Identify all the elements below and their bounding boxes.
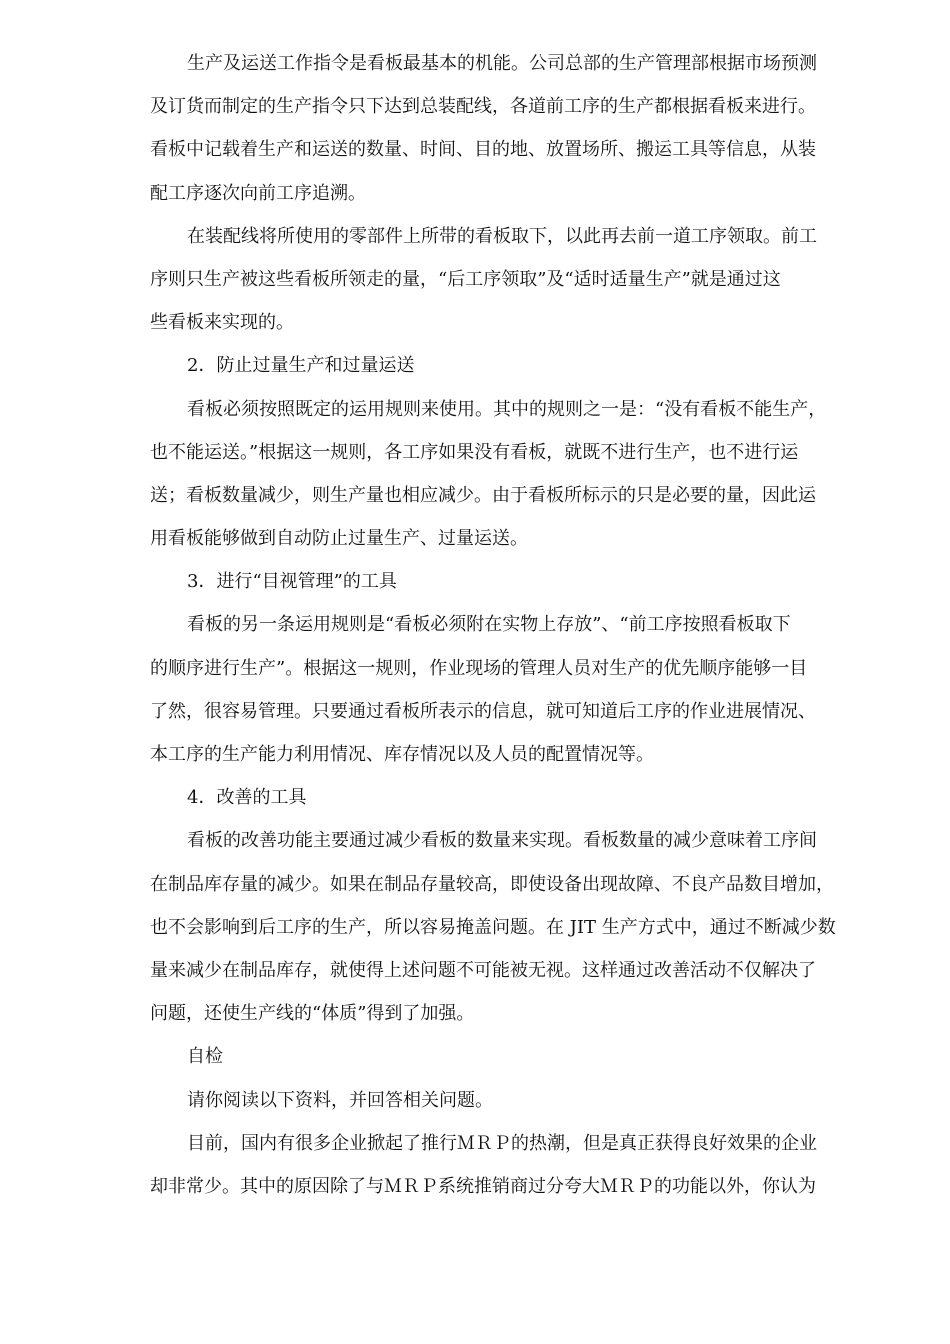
paragraph-line: 请你阅读以下资料，并回答相关问题。 [187,1089,493,1111]
paragraph-line: 送；看板数量减少，则生产量也相应减少。由于看板所标示的只是必要的量，因此运 [150,484,816,506]
paragraph-line: 在装配线将所使用的零部件上所带的看板取下，以此再去前一道工序领取。前工 [187,225,817,247]
paragraph-line: 了然，很容易管理。只要通过看板所表示的信息，就可知道后工序的作业进展情况、 [150,700,816,722]
paragraph-line: 量来减少在制品库存，就使得上述问题不可能被无视。这样通过改善活动不仅解决了 [150,959,816,981]
paragraph-line: 的顺序进行生产”。根据这一规则，作业现场的管理人员对生产的优先顺序能够一目 [150,657,808,679]
document-body [150,42,872,1208]
paragraph-line: 看板中记载着生产和运送的数量、时间、目的地、放置场所、搬运工具等信息，从装 [150,139,816,161]
paragraph-line: 问题，还使生产线的“体质”得到了加强。 [150,1003,475,1025]
section-heading: 2．防止过量生产和过量运送 [187,355,415,377]
paragraph-line: 配工序逐次向前工序追溯。 [150,182,366,204]
paragraph-line: 看板的改善功能主要通过减少看板的数量来实现。看板数量的减少意味着工序间 [187,830,817,852]
paragraph-line: 序则只生产被这些看板所领走的量，“后工序领取”及“适时适量生产”就是通过这 [150,268,781,290]
paragraph-line: 及订货而制定的生产指令只下达到总装配线，各道前工序的生产都根据看板来进行。 [150,96,816,118]
section-heading: 自检 [187,1046,223,1068]
paragraph-line: 生产及运送工作指令是看板最基本的机能。公司总部的生产管理部根据市场预测 [187,53,817,74]
paragraph-line: 目前，国内有很多企业掀起了推行ＭＲＰ的热潮，但是真正获得良好效果的企业 [187,1132,817,1154]
paragraph-line: 本工序的生产能力利用情况、库存情况以及人员的配置情况等。 [150,744,654,765]
paragraph-line: 在制品库存量的减少。如果在制品存量较高，即使设备出现故障、不良产品数目增加， [150,873,834,895]
paragraph-line: 看板的另一条运用规则是“看板必须附在实物上存放”、“前工序按照看板取下 [187,614,791,636]
paragraph-line: 看板必须按照既定的运用规则来使用。其中的规则之一是：“没有看板不能生产， [187,398,827,420]
section-heading: 4．改善的工具 [187,787,307,809]
paragraph-line: 用看板能够做到自动防止过量生产、过量运送。 [150,528,528,550]
section-heading: 3．进行“目视管理”的工具 [187,571,397,593]
paragraph-line: 些看板来实现的。 [150,312,294,334]
paragraph-line: 也不会影响到后工序的生产，所以容易掩盖问题。在 JIT 生产方式中，通过不断减少数 [150,916,836,938]
paragraph-line: 却非常少。其中的原因除了与ＭＲＰ系统推销商过分夸大ＭＲＰ的功能以外，你认为 [150,1175,816,1197]
paragraph-line: 也不能运送。”根据这一规则，各工序如果没有看板，就既不进行生产，也不进行运 [150,441,799,463]
